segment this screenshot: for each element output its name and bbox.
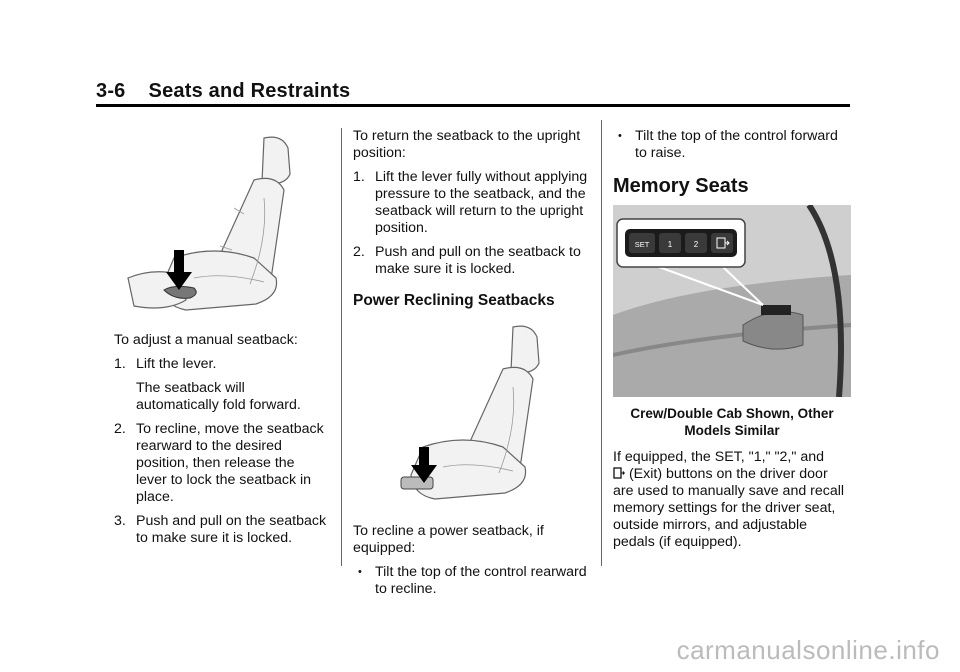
memory-body-post: (Exit) buttons on the driver door are used to manually save and recall memory settings for the driver seat, outside mirrors, and adjustable pedals (if equipped). — [613, 466, 845, 550]
col1-intro: To adjust a manual seatback: — [114, 332, 298, 348]
step-text: Push and pull on the seatback to make sure it is locked. — [375, 244, 581, 277]
site-watermark: carmanualsonline.info — [676, 635, 940, 665]
bullet-mark: • — [618, 130, 622, 142]
column-3 — [613, 128, 851, 558]
raise-bullet — [613, 128, 851, 162]
step-number: 3. — [114, 513, 126, 529]
step-number: 2. — [114, 421, 126, 437]
power-intro: To recline a power seatback, if equipped: — [353, 523, 544, 556]
bullet-mark: • — [358, 566, 362, 578]
figure-caption: Crew/Double Cab Shown, Other Models Similar — [630, 406, 834, 438]
bullet-text: Tilt the top of the control rearward to recline. — [375, 564, 587, 597]
bullet-text: Tilt the top of the control forward to raise. — [635, 128, 838, 161]
power-seat-illustration — [353, 319, 588, 515]
memory-body — [613, 449, 851, 551]
set-button-label: SET — [634, 240, 650, 249]
step-number: 2. — [353, 244, 365, 260]
recline-bullet — [353, 564, 588, 598]
memory-body-pre: If equipped, the SET, "1," "2," and — [613, 449, 825, 465]
column-divider-2 — [601, 120, 602, 566]
memory-door-illustration — [613, 205, 851, 397]
col2-step-2 — [353, 244, 588, 278]
memory-2-button-label: 2 — [693, 240, 699, 249]
power-reclining-heading: Power Reclining Seatbacks — [353, 292, 555, 309]
step-text: Lift the lever. — [136, 356, 217, 372]
col1-step-2 — [114, 421, 328, 506]
header-rule — [96, 104, 850, 107]
exit-icon — [613, 467, 625, 479]
column-2 — [353, 128, 588, 605]
memory-1-button-label: 1 — [667, 240, 673, 249]
column-1 — [114, 128, 328, 554]
step-text: To recline, move the seatback rearward to the desired position, then release the lever to lock the seatback in place. — [136, 421, 324, 505]
page-header — [96, 80, 850, 106]
step-text: Lift the lever fully without applying pressure to the seatback, and the seatback will return to the upright position. — [375, 169, 588, 236]
col1-step-3 — [114, 513, 328, 547]
column-divider-1 — [341, 128, 342, 566]
step-number: 1. — [353, 169, 365, 185]
col1-step-1 — [114, 356, 328, 373]
col1-step-1-note: The seatback will automatically fold forward. — [136, 380, 301, 413]
memory-seats-heading: Memory Seats — [613, 175, 749, 197]
col2-step-1 — [353, 169, 588, 237]
manual-seat-illustration — [114, 128, 328, 324]
page-title: 3-6 Seats and Restraints — [96, 80, 351, 102]
step-number: 1. — [114, 356, 126, 372]
step-text: Push and pull on the seatback to make sure it is locked. — [136, 513, 327, 546]
col2-intro: To return the seatback to the upright position: — [353, 128, 581, 161]
